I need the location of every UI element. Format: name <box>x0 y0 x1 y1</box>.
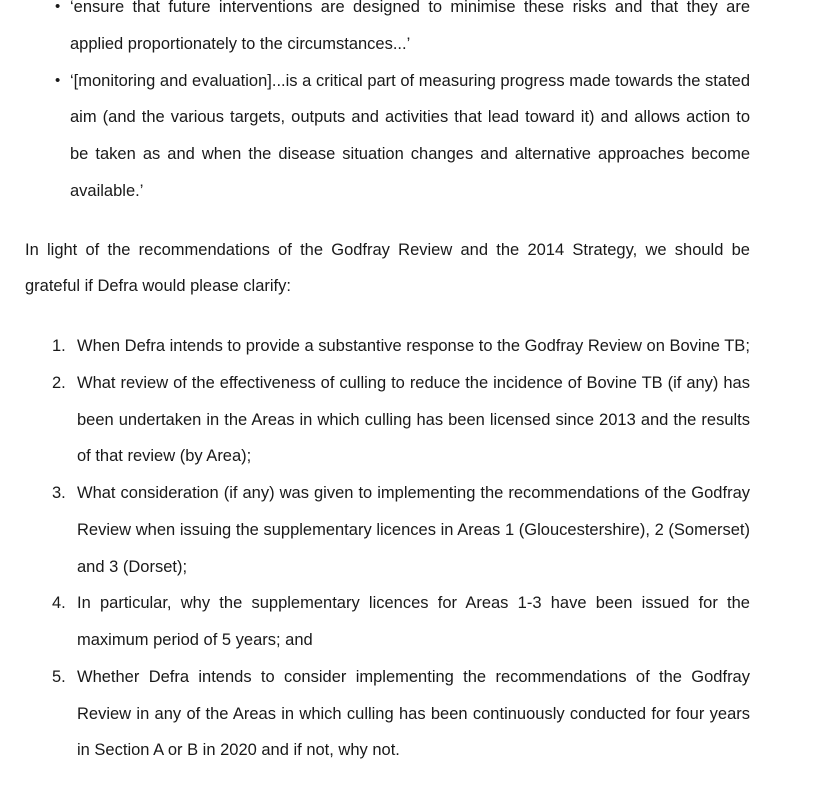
numbered-item-4 <box>25 585 750 659</box>
intro-paragraph: In light of the recommendations of the Godfray Review and the 2014 Strategy, we should be grateful if Defra would please clarify: <box>25 240 750 296</box>
numbered-item-text: When Defra intends to provide a substantive response to the Godfray Review on Bovine TB; <box>77 337 750 355</box>
item-number: 4. <box>52 594 66 613</box>
item-number: 1. <box>52 337 66 355</box>
item-number: 2. <box>52 373 66 392</box>
numbered-item-text: What consideration (if any) was given to implementing the recommendations of the Godfray Review when issuing the supplementary licences in Areas 1 (Gloucestershire), 2 (Somerset) and 3 (Dorset); <box>77 484 750 576</box>
bullet-icon: • <box>55 71 61 89</box>
numbered-item-2 <box>25 365 750 475</box>
item-number: 3. <box>52 484 66 502</box>
bullet-item-text: ‘[monitoring and evaluation]...is a critical part of measuring progress made towards the stated aim (and the various targets, outputs and activities that lead toward it) and allows action to be taken as and when the disease situation changes and alternative approaches become available.’ <box>70 71 750 200</box>
bullet-item-text: ‘ensure that future interventions are designed to minimise these risks and that they are applied proportionately to the circumstances...’ <box>70 0 750 53</box>
numbered-item-5 <box>25 659 750 769</box>
item-number: 5. <box>52 667 66 686</box>
numbered-item-text: Whether Defra intends to consider implementing the recommendations of the Godfray Review in any of the Areas in which culling has been continuously conducted for four years in Section A or B in 2020 and if not, why not. <box>77 667 750 760</box>
numbered-item-1 <box>25 328 750 365</box>
numbered-item-3 <box>25 475 750 585</box>
bullet-item-2 <box>25 63 750 210</box>
bullet-item-1 <box>25 0 750 63</box>
bullet-icon: • <box>55 0 61 15</box>
numbered-item-text: What review of the effectiveness of culling to reduce the incidence of Bovine TB (if any) has been undertaken in the Areas in which culling has been licensed since 2013 and the results of that review (by Area); <box>77 373 750 466</box>
numbered-list <box>25 328 750 769</box>
bullet-list <box>25 0 750 210</box>
numbered-item-text: In particular, why the supplementary licences for Areas 1-3 have been issued for the maximum period of 5 years; and <box>77 594 750 649</box>
